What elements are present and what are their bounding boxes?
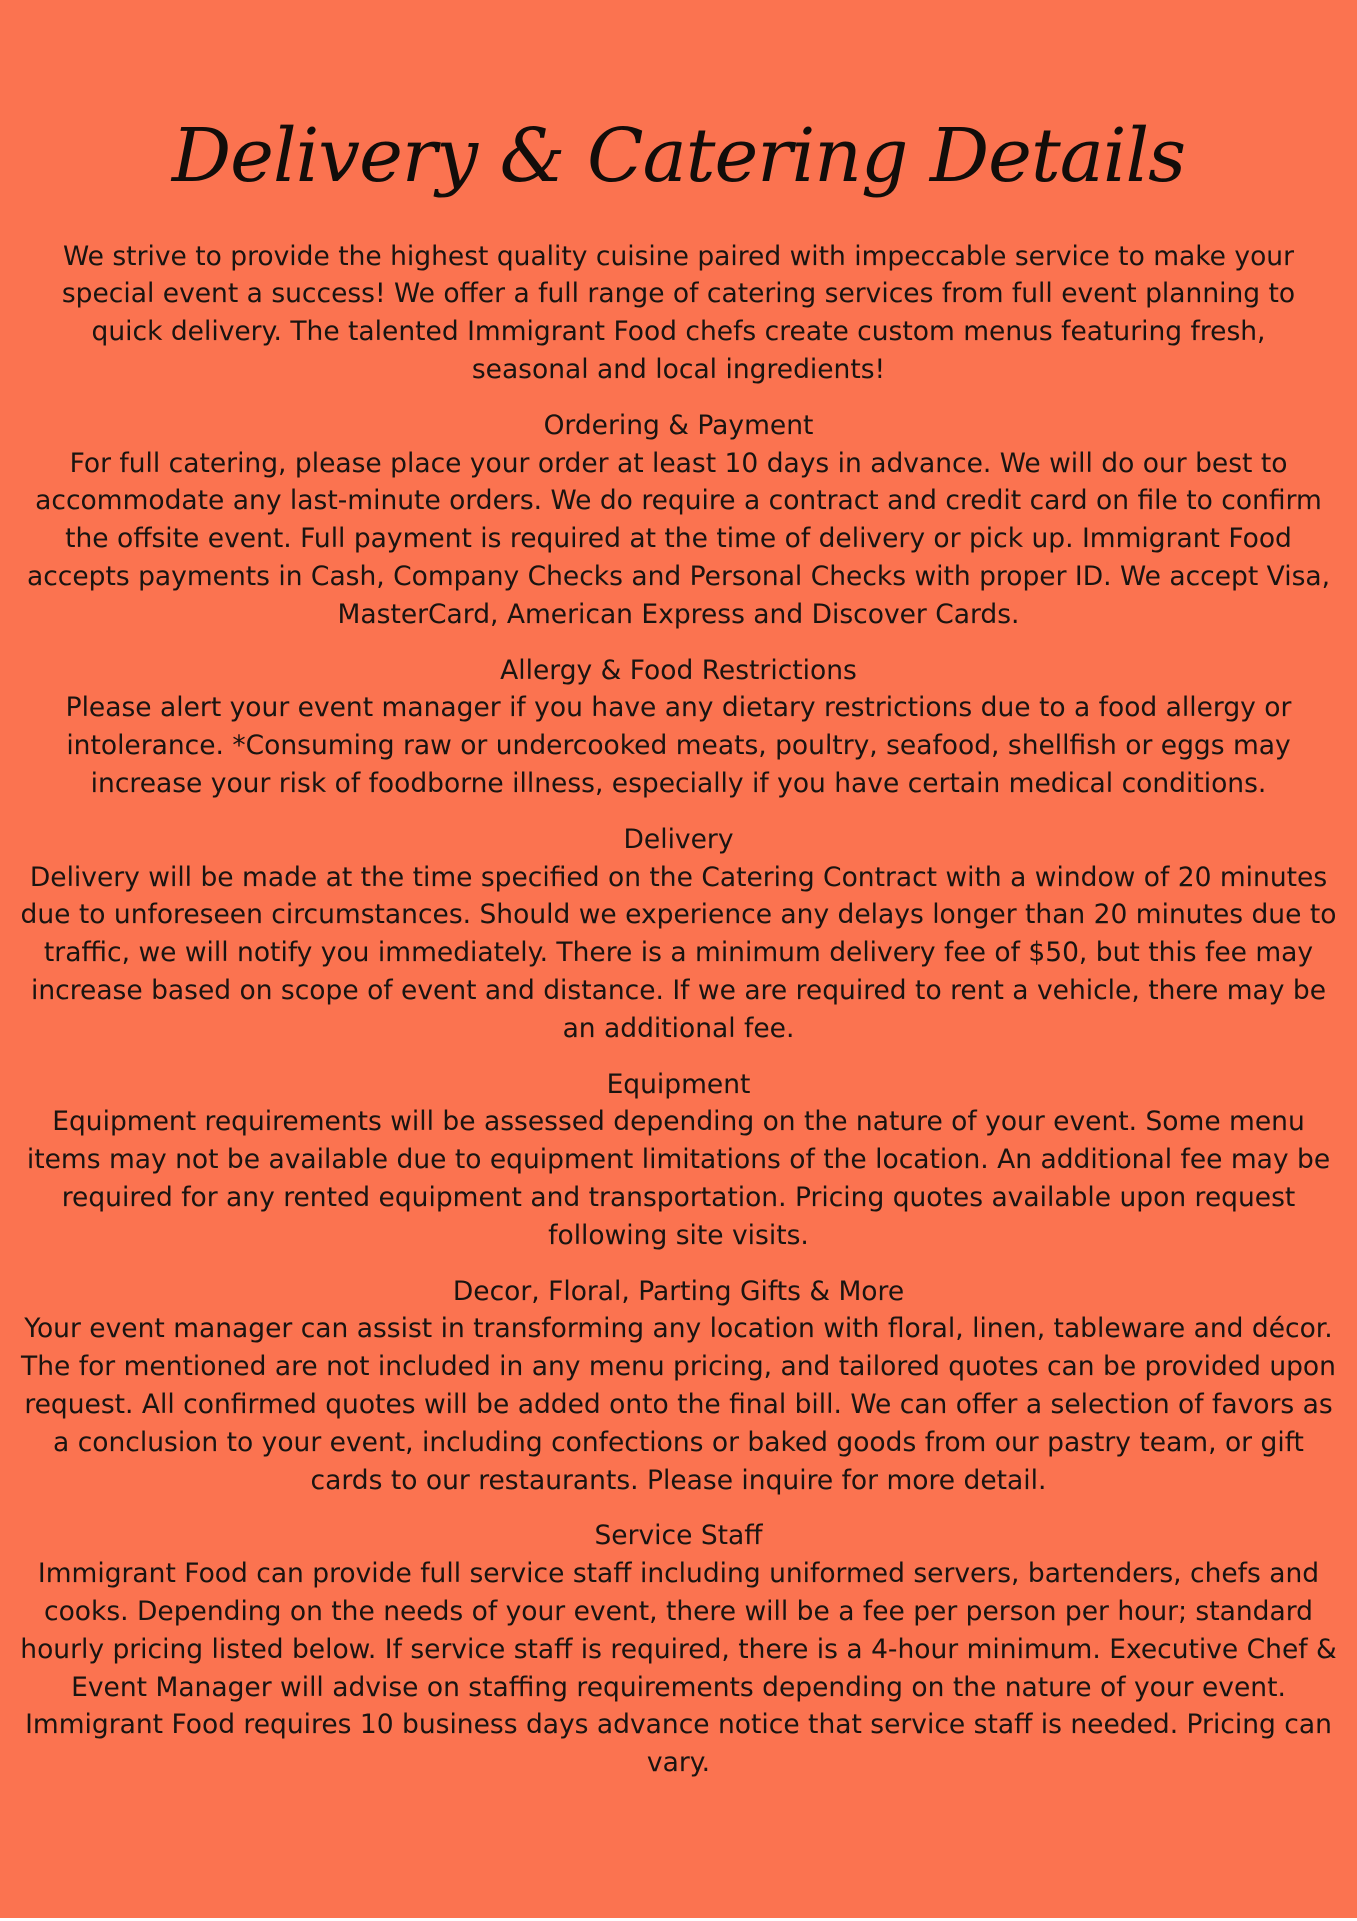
section-heading: Equipment	[606, 1068, 751, 1100]
section-body: Please alert your event manager if you have any dietary restrictions due to a food allergy or intolerance. *Consuming raw or undercooked meats, poultry, seafood, shellfish or eggs may increase your risk of foodborne illness, especially if you have certain medical conditions.	[65, 692, 1292, 800]
section-delivery	[14, 821, 1343, 1048]
section-body: Equipment requirements will be assessed depending on the nature of your event. Some menu items may not be available due to equipment limitations of the location. An additional fee may be required for any rented equipment and transportation. Pricing quotes available upon request following site visits.	[26, 1106, 1331, 1251]
section-heading: Ordering & Payment	[543, 409, 814, 441]
section-heading: Decor, Floral, Parting Gifts & More	[452, 1275, 905, 1307]
section-body: Delivery will be made at the time specified on the Catering Contract with a window of 20 minutes due to unforeseen circumstances. Should we experience any delays longer than 20 minutes due to traffic, we will notify you immediately. There is a minimum delivery fee of $50, but this fee may increase based on scope of event and distance. If we are required to rent a vehicle, there may be an additional fee.	[20, 861, 1337, 1044]
section-heading: Delivery	[623, 823, 734, 855]
section-equipment	[14, 1066, 1343, 1255]
section-heading: Service Staff	[594, 1520, 763, 1552]
section-ordering-payment	[14, 407, 1343, 634]
page-title: Delivery & Catering Details	[171, 113, 1186, 199]
section-heading: Allergy & Food Restrictions	[500, 654, 857, 686]
section-decor-floral-gifts	[14, 1273, 1343, 1500]
section-body: For full catering, please place your order at least 10 days in advance. We will do our best to accommodate any last-minute orders. We do require a contract and credit card on file to confirm the offsite event. Full payment is required at the time of delivery or pick up. Immigrant Food accepts payments in Cash, Company Checks and Personal Checks with proper ID. We accept Visa, MasterCard, American Express and Discover Cards.	[26, 447, 1331, 630]
section-body: Your event manager can assist in transforming any location with floral, linen, tableware and décor. The for mentioned are not included in any menu pricing, and tailored quotes can be provided upon request. All confirmed quotes will be added onto the final bill. We can offer a selection of favors as a conclusion to your event, including confections or baked goods from our pastry team, or gift cards to our restaurants. Please inquire for more detail.	[21, 1313, 1336, 1496]
section-body: Immigrant Food can provide full service staff including uniformed servers, bartenders, chefs and cooks. Depending on the needs of your event, there will be a fee per person per hour; standard hourly pricing listed below. If service staff is required, there is a 4-hour minimum. Executive Chef & Event Manager will advise on staffing requirements depending on the nature of your event. Immigrant Food requires 10 business days advance notice that service staff is needed. Pricing can vary.	[20, 1558, 1337, 1779]
section-allergy-food-restrictions	[14, 652, 1343, 803]
section-service-staff	[14, 1517, 1343, 1782]
intro-paragraph: We strive to provide the highest quality cuisine paired with impeccable service to make your special event a success! We offer a full range of catering services from full event planning to quick delivery. The talented Immigrant Food chefs create custom menus featuring fresh, seasonal and local ingredients!	[61, 240, 1296, 386]
